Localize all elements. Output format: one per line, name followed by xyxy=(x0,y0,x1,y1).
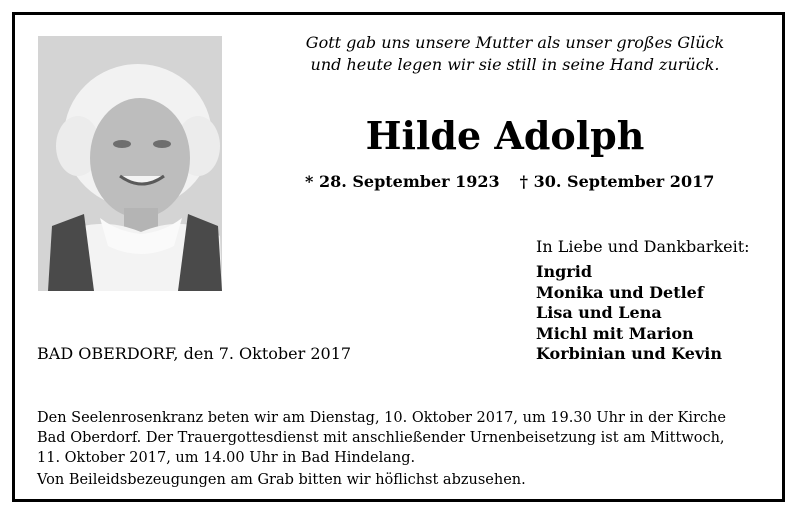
quote-line: Gott gab uns unsere Mutter als unser großes Glück xyxy=(305,33,725,52)
obituary-notice xyxy=(12,12,785,502)
quote-line: und heute legen wir sie still in seine Hand zurück. xyxy=(310,55,720,74)
service-line: 11. Oktober 2017, um 14.00 Uhr in Bad Hindelang. xyxy=(37,450,416,466)
service-line: Bad Oberdorf. Der Trauergottesdienst mit anschließender Urnenbeisetzung ist am Mittwoch, xyxy=(37,430,725,446)
birth-date: * 28. September 1923 xyxy=(305,172,500,191)
portrait-photo xyxy=(38,36,222,291)
family-member: Lisa und Lena xyxy=(536,303,662,322)
memorial-quote xyxy=(275,32,755,76)
death-date: † 30. September 2017 xyxy=(519,172,715,191)
thanks-heading: In Liebe und Dankbarkeit: xyxy=(536,237,750,256)
family-member: Monika und Detlef xyxy=(536,282,704,302)
condolence-note: Von Beileidsbezeugungen am Grab bitten wir höflichst abzusehen. xyxy=(37,472,526,488)
family-list xyxy=(536,262,722,365)
family-member: Korbinian und Kevin xyxy=(536,344,722,363)
portrait-image xyxy=(38,36,222,291)
deceased-name: Hilde Adolph xyxy=(365,113,645,158)
place-and-date: BAD OBERDORF, den 7. Oktober 2017 xyxy=(37,344,352,363)
service-info xyxy=(37,408,777,468)
family-member: Ingrid xyxy=(536,262,592,281)
service-line: Den Seelenrosenkranz beten wir am Dienstag, 10. Oktober 2017, um 19.30 Uhr in der Kirche xyxy=(37,410,726,426)
family-member: Michl mit Marion xyxy=(536,323,694,343)
life-dates xyxy=(305,171,715,193)
